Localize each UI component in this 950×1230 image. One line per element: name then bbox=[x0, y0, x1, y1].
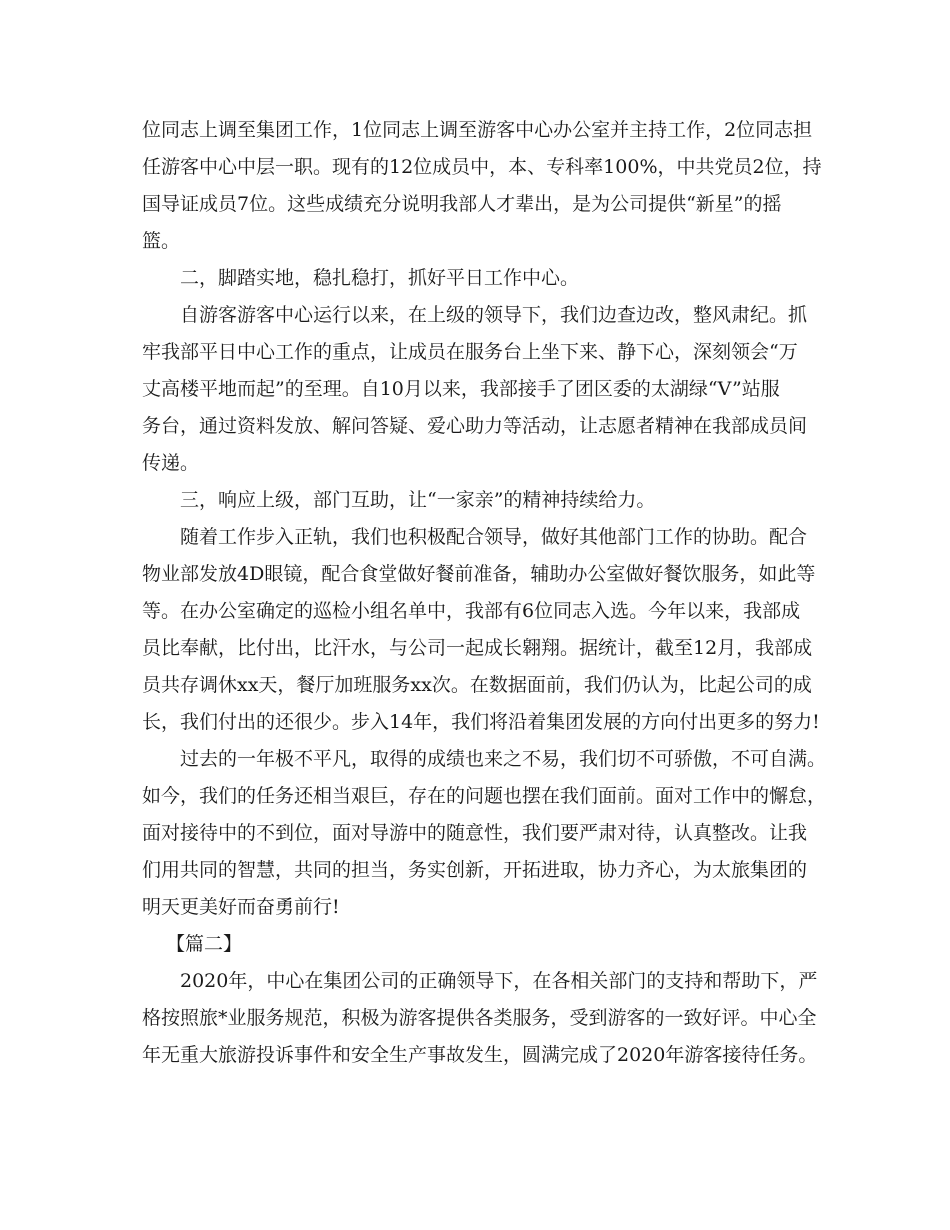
text-line: 务台，通过资料发放、解问答疑、爱心助力等活动，让志愿者精神在我部成员间 bbox=[142, 415, 808, 437]
text-line: 明天更美好而奋勇前行! bbox=[142, 896, 340, 918]
text-line: 年无重大旅游投诉事件和安全生产事故发生，圆满完成了2020年游客接待任务。 bbox=[142, 1044, 818, 1066]
section-title: 【篇二】 bbox=[166, 933, 243, 955]
section-heading: 二，脚踏实地，稳扎稳打，抓好平日工作中心。 bbox=[180, 267, 580, 289]
text-line: 们用共同的智慧，共同的担当，务实创新，开拓进取，协力齐心，为太旅集团的 bbox=[142, 859, 808, 881]
text-line: 过去的一年极不平凡，取得的成绩也来之不易，我们切不可骄傲，不可自满。 bbox=[180, 748, 827, 770]
text-line: 员共存调休xx天，餐厅加班服务xx次。在数据面前，我们仍认为，比起公司的成 bbox=[142, 674, 812, 696]
text-line: 传递。 bbox=[142, 452, 200, 474]
section-heading: 三，响应上级，部门互助，让“一家亲”的精神持续给力。 bbox=[180, 489, 656, 511]
text-line: 面对接待中的不到位，面对导游中的随意性，我们要严肃对待，认真整改。让我 bbox=[142, 822, 808, 844]
text-line: 如今，我们的任务还相当艰巨，存在的问题也摆在我们面前。面对工作中的懈怠， bbox=[142, 785, 827, 807]
text-line: 随着工作步入正轨，我们也积极配合领导，做好其他部门工作的协助。配合 bbox=[180, 526, 808, 548]
text-line: 丈高楼平地而起”的至理。自10月以来，我部接手了团区委的太湖绿“V”站服 bbox=[142, 378, 780, 400]
text-line: 位同志上调至集团工作，1位同志上调至游客中心办公室并主持工作，2位同志担 bbox=[142, 119, 813, 141]
text-line: 自游客游客中心运行以来，在上级的领导下，我们边查边改，整风肃纪。抓 bbox=[180, 304, 808, 326]
text-line: 物业部发放4D眼镜，配合食堂做好餐前准备，辅助办公室做好餐饮服务，如此等 bbox=[142, 563, 816, 585]
text-line: 国导证成员7位。这些成绩充分说明我部人才辈出，是为公司提供“新星”的摇 bbox=[142, 193, 782, 215]
text-line: 员比奉献，比付出，比汗水，与公司一起成长翱翔。据统计，截至12月，我部成 bbox=[142, 637, 813, 659]
text-line: 等。在办公室确定的巡检小组名单中，我部有6位同志入选。今年以来，我部成 bbox=[142, 600, 801, 622]
text-line: 任游客中心中层一职。现有的12位成员中，本、专科率100%，中共党员2位，持 bbox=[142, 156, 822, 178]
text-line: 长，我们付出的还很少。步入14年，我们将沿着集团发展的方向付出更多的努力! bbox=[142, 711, 820, 733]
text-line: 篮。 bbox=[142, 230, 181, 252]
text-line: 牢我部平日中心工作的重点，让成员在服务台上坐下来、静下心，深刻领会“万 bbox=[142, 341, 798, 363]
text-line: 2020年，中心在集团公司的正确领导下，在各相关部门的支持和帮助下，严 bbox=[180, 970, 818, 992]
text-line: 格按照旅*业服务规范，积极为游客提供各类服务，受到游客的一致好评。中心全 bbox=[142, 1007, 817, 1029]
